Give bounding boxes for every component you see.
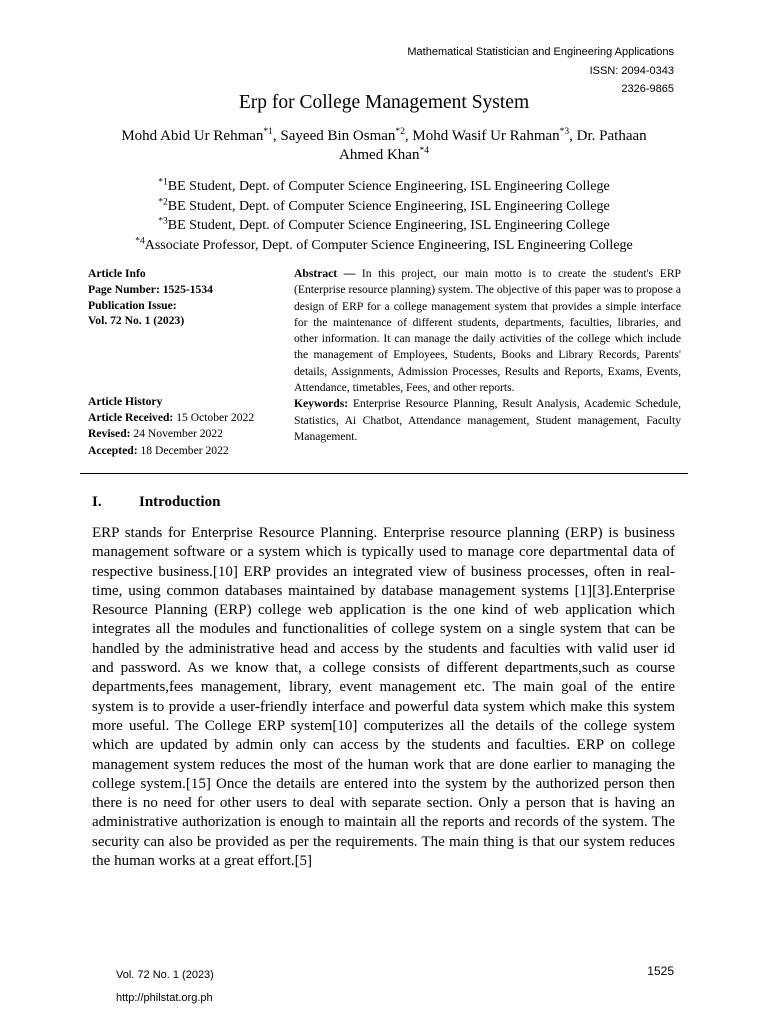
affiliation-item (80, 177, 688, 197)
keywords-paragraph (294, 396, 681, 445)
author-name: Mohd Abid Ur Rehman (121, 128, 264, 144)
received-date: 15 October 2022 (176, 411, 255, 425)
affiliation-text: BE Student, Dept. of Computer Science Engineering, ISL Engineering College (167, 179, 610, 194)
journal-header (407, 43, 674, 99)
received-label: Article Received: (88, 411, 174, 425)
affiliation-mark: *3 (158, 216, 168, 227)
article-info (88, 266, 284, 329)
volume-issue: Vol. 72 No. 1 (2023) (88, 314, 185, 328)
affiliation-item (80, 197, 688, 217)
page-number-footer: 1525 (647, 964, 674, 978)
revised-date: 24 November 2022 (133, 427, 223, 441)
abstract-block (294, 266, 681, 445)
revised-label: Revised: (88, 427, 131, 441)
affiliation-mark: *4 (135, 235, 145, 246)
paper-title: Erp for College Management System (238, 92, 530, 113)
author-name: Dr. Pathaan Ahmed Khan (339, 128, 647, 163)
author-mark: *2 (395, 127, 405, 137)
footer-url[interactable]: http://philstat.org.ph (116, 992, 213, 1004)
abstract-label: Abstract — (294, 267, 356, 280)
page-footer (116, 964, 214, 1010)
affiliation-list (80, 177, 688, 255)
article-history (88, 394, 284, 459)
section-title: Introduction (139, 494, 221, 510)
issn-print: ISSN: 2094-0343 (589, 64, 674, 77)
keywords-label: Keywords: (294, 397, 349, 411)
author-name: Mohd Wasif Ur Rahman (412, 128, 560, 144)
author-list: Mohd Abid Ur Rehman$^{*1}$, Sayeed Bin Osman$^{*2}$, Mohd Wasif Ur Rahman$^{*3}$, Dr. Pathaan Ahmed Khan$^{*4}$ (121, 127, 647, 163)
page-number: Page Number: 1525-1534 (88, 282, 213, 296)
section-divider (80, 473, 688, 474)
affiliation-mark: *1 (158, 177, 168, 188)
affiliation-item (80, 236, 688, 256)
accepted-label: Accepted: (88, 443, 138, 457)
author-name: Sayeed Bin Osman (280, 128, 396, 144)
author-mark: *3 (559, 127, 570, 137)
keywords-text: Enterprise Resource Planning, Result Analysis, Academic Schedule, Statistics, Ai Chatbot, Attendance management, Student management, Faculty Management. (294, 397, 681, 443)
affiliation-text: Associate Professor, Dept. of Computer Science Engineering, ISL Engineering College (144, 237, 633, 253)
introduction-paragraph: ERP stands for Enterprise Resource Planning. Enterprise resource planning (ERP) is business management software or a system which is typically used to manage core departmental data of respective business.[10] ERP provides an integrated view of business processes, often in real-time, using common databases maintained by database management systems [1][3].Enterprise Resource Planning (ERP) college web application is the one kind of web application which integrates all the modules and functionalities of college system on a single system that can be handled by the administrative head and access by the students and faculties with valid user id and password. As we know that, a college consists of different departments,such as course departments,fees management, library, event management etc. The main goal of the entire system is to provide a user-friendly interface and powerful data system which make this system more useful. The College ERP system[10] computerizes all the details of the college system which are updated by admin only can access by the students and faculties. ERP on college management system reduces the most of the human work that are done earlier to managing the college system.[15] Once the details are entered into the system by the authorized person then there is no need for other users to deal with separate section. Only a person that is having an administrative authorization is enough to maintain all the reports and records of the system. The security can also be provided as per the requirements. The main thing is that our system reduces the human works at a great effort.[5] (92, 525, 675, 870)
author-mark: *1 (263, 127, 273, 137)
affiliation-mark: *2 (158, 196, 168, 207)
footer-volume: Vol. 72 No. 1 (2023) (116, 969, 214, 981)
section-heading (92, 494, 220, 511)
abstract-text: In this project, our main motto is to create the student's ERP (Enterprise resource planning) system. The objective of this paper was to propose a design of ERP for a college management system that provides a simple interface for the maintenance of different students, departments, faculties, libraries, and other information. It can manage the daily activities of the college which include the management of Employees, Students, Books and Library Records, Parents' details, Assignments, Admission Processes, Results and Reports, Exams, Events, Attendance, timetables, Fees, and other reports. (294, 267, 682, 395)
affiliation-text: BE Student, Dept. of Computer Science Engineering, ISL Engineering College (167, 198, 610, 214)
affiliation-item (80, 216, 688, 236)
issn-online: 2326-9865 (621, 83, 674, 95)
journal-name: Mathematical Statistician and Engineering Applications (407, 46, 674, 58)
accepted-date: 18 December 2022 (140, 443, 229, 457)
author-mark: *4 (419, 146, 429, 156)
publication-issue: Publication Issue: (88, 298, 177, 312)
affiliation-text: BE Student, Dept. of Computer Science Engineering, ISL Engineering College (167, 218, 610, 233)
section-number: I. (92, 494, 102, 510)
abstract-paragraph (294, 266, 681, 396)
article-history-heading: Article History (88, 395, 163, 408)
article-info-heading: Article Info (88, 267, 146, 280)
